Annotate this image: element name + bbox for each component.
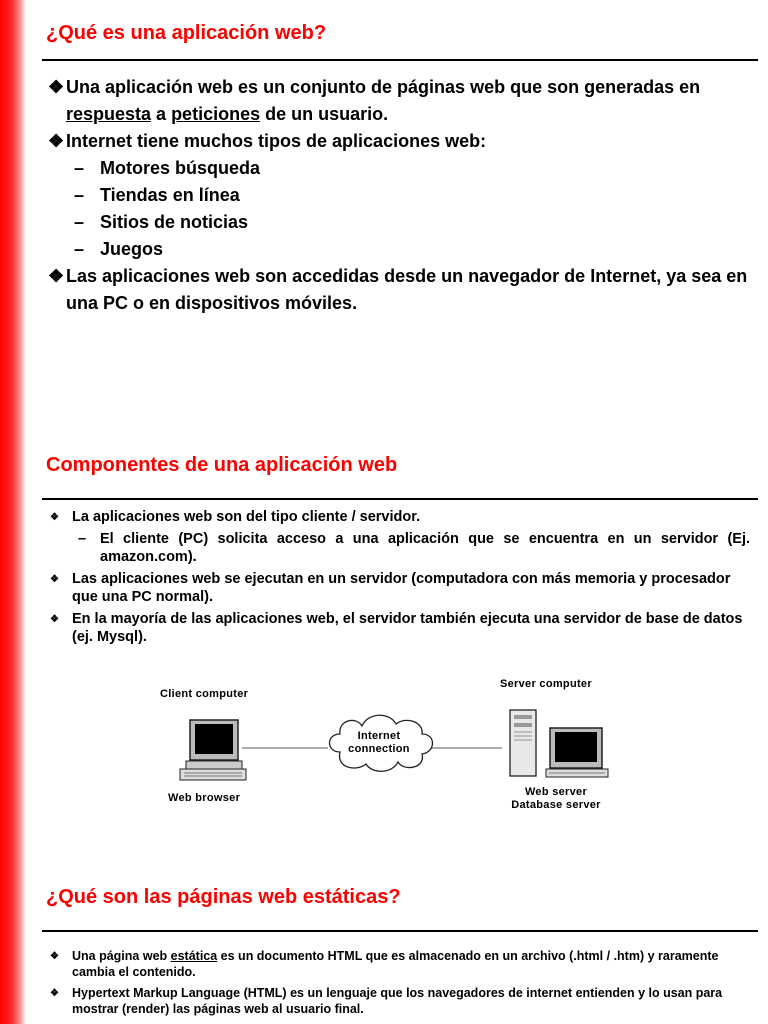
slide-1-title: ¿Qué es una aplicación web? xyxy=(46,22,327,44)
diamond-bullet-icon: ❖ xyxy=(48,266,65,286)
slide-3-content xyxy=(50,948,750,1022)
slide-1 xyxy=(0,0,768,432)
computer-icon xyxy=(180,720,246,780)
underlined-term: peticiones xyxy=(171,104,261,124)
slide-3-title: ¿Qué son las páginas web estáticas? xyxy=(46,886,401,908)
bullet-item: ❖ Internet tiene muchos tipos de aplicaciones web: xyxy=(48,128,750,155)
dash-bullet: – xyxy=(74,158,85,178)
sub-item: – Motores búsqueda xyxy=(74,155,750,182)
sub-item: – Juegos xyxy=(74,236,750,263)
bullet-item: ❖ Hypertext Markup Language (HTML) es un lenguaje que los navegadores de internet entienden y lo usan para mostrar (render) las páginas web al usuario final. xyxy=(50,986,723,1016)
server-label: Server computer xyxy=(500,678,592,690)
bullet-item: ❖ Las aplicaciones web se ejecutan en un servidor (computadora con más memoria y procesador que una PC normal). xyxy=(50,571,731,605)
dash-bullet: – xyxy=(78,531,87,547)
server-tower-icon xyxy=(510,710,536,776)
diamond-bullet-icon: ❖ xyxy=(50,988,59,999)
client-server-diagram xyxy=(150,672,620,822)
server-caption: Web server Database server xyxy=(511,786,601,811)
diamond-bullet-icon: ❖ xyxy=(48,77,65,97)
red-accent-bar xyxy=(0,864,26,1024)
red-accent-bar xyxy=(0,0,26,432)
dash-bullet: – xyxy=(74,212,85,232)
computer-icon xyxy=(546,728,608,777)
sub-item: – Sitios de noticias xyxy=(74,209,750,236)
diamond-bullet-icon: ❖ xyxy=(48,131,65,151)
slide-1-content xyxy=(48,74,750,317)
client-label: Client computer xyxy=(160,688,249,700)
bullet-item: ❖ La aplicaciones web son del tipo cliente / servidor. xyxy=(50,509,421,525)
diamond-bullet-icon: ❖ xyxy=(50,951,59,962)
dash-bullet: – xyxy=(74,185,85,205)
cloud-caption: Internet connection xyxy=(348,730,410,755)
diamond-bullet-icon: ❖ xyxy=(50,614,59,625)
sub-item: – El cliente (PC) solicita acceso a una aplicación que se encuentra en un servidor (Ej. amazon.com). xyxy=(78,531,750,565)
title-divider xyxy=(42,59,758,61)
bullet-item: ❖ Las aplicaciones web son accedidas desde un navegador de Internet, ya sea en una PC o en dispositivos móviles. xyxy=(48,263,750,317)
bullet-item: ❖ Una aplicación web es un conjunto de páginas web que son generadas en respuesta a peticiones de un usuario. xyxy=(48,74,750,128)
slide-3 xyxy=(0,864,768,1024)
bullet-item: ❖ En la mayoría de las aplicaciones web, el servidor también ejecuta una servidor de base de datos (ej. Mysql). xyxy=(50,611,743,645)
diamond-bullet-icon: ❖ xyxy=(50,512,59,523)
sub-item: – Tiendas en línea xyxy=(74,182,750,209)
diamond-bullet-icon: ❖ xyxy=(50,574,59,585)
bullet-item: ❖ Una página web estática es un documento HTML que es almacenado en un archivo (.html / .htm) y raramente cambia el contenido. xyxy=(50,949,719,979)
slide-2-title: Componentes de una aplicación web xyxy=(46,454,398,476)
slide-2-content xyxy=(50,508,750,650)
client-caption: Web browser xyxy=(168,792,241,804)
underlined-term: respuesta xyxy=(66,104,152,124)
red-accent-bar xyxy=(0,432,26,864)
title-divider xyxy=(42,498,758,500)
title-divider xyxy=(42,930,758,932)
slide-2 xyxy=(0,432,768,864)
dash-bullet: – xyxy=(74,239,85,259)
underlined-term: estática xyxy=(170,949,218,963)
